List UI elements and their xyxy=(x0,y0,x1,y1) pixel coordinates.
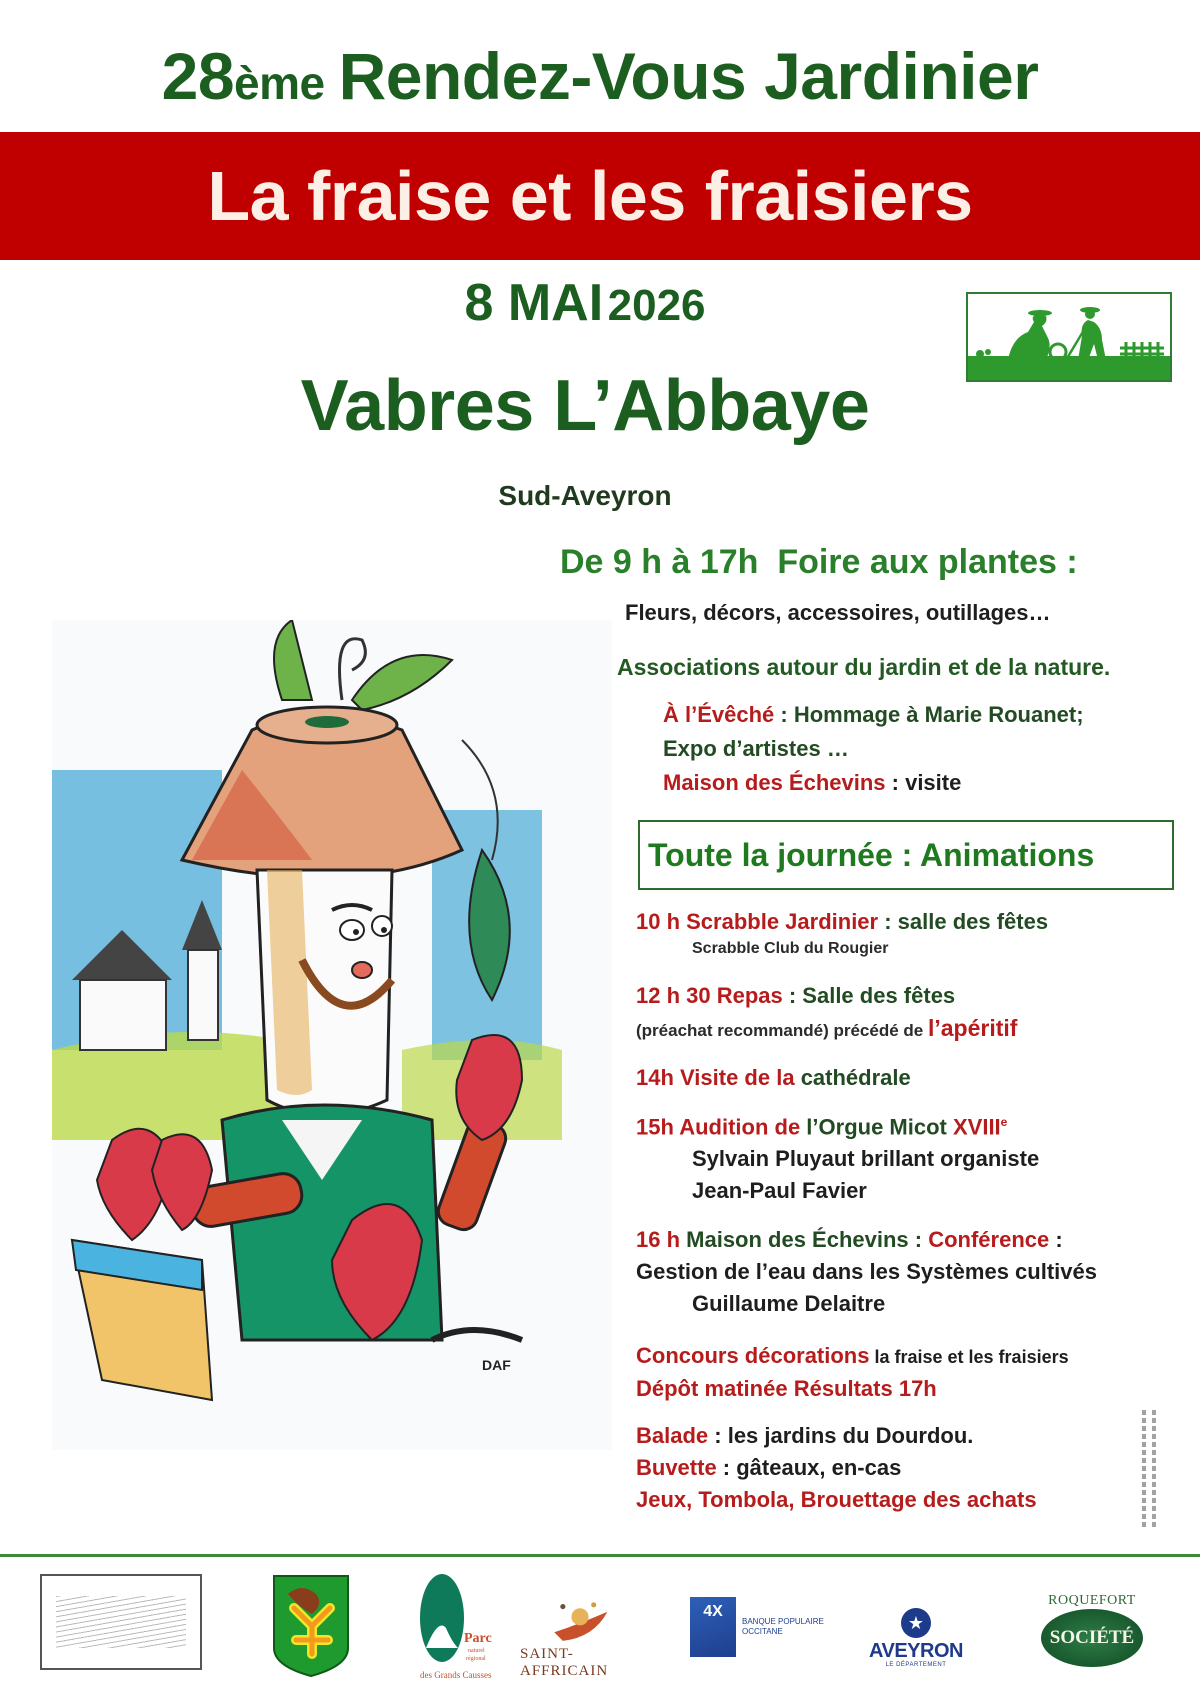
conference-topic: Gestion de l’eau dans les Systèmes cultivés xyxy=(636,1259,1097,1284)
schedule-scrabble xyxy=(636,906,1048,960)
schedule-extras xyxy=(636,1420,1037,1516)
scrabble-time-title: 10 h Scrabble Jardinier xyxy=(636,909,879,934)
schedule-repas xyxy=(636,980,1017,1047)
roquefort-arch-text: ROQUEFORT xyxy=(1048,1593,1136,1608)
associations-line: Associations autour du jardin et de la nature. xyxy=(617,654,1111,680)
svg-text:DAF: DAF xyxy=(482,1357,511,1373)
eveche-line xyxy=(663,698,1084,732)
expo-line: Expo d’artistes … xyxy=(663,736,849,761)
concours-theme: la fraise et les fraisiers xyxy=(869,1347,1069,1367)
fair-heading: De 9 h à 17h Foire aux plantes : xyxy=(560,543,1078,581)
aveyron-subtext: LE DÉPARTEMENT xyxy=(885,1662,947,1668)
vertical-print-note xyxy=(1142,1410,1162,1530)
repas-note: (préachat recommandé) précédé de xyxy=(636,1021,928,1040)
eveche-text: : Hommage à Marie Rouanet; xyxy=(774,702,1084,727)
aperitif-label: l’apéritif xyxy=(927,1015,1018,1041)
saint-affricain-text: SAINT-AFFRICAIN xyxy=(520,1646,609,1679)
saint-affricain-emblem-icon xyxy=(540,1598,620,1646)
date-day-month: 8 MAI xyxy=(464,274,604,332)
event-region: Sud-Aveyron xyxy=(498,480,672,511)
concours-label: Concours décorations xyxy=(636,1343,870,1368)
theme-banner xyxy=(0,132,1200,260)
banque-populaire-badge: 4X xyxy=(690,1597,736,1657)
jeux-line: Jeux, Tombola, Brouettage des achats xyxy=(636,1487,1037,1512)
conference-colon: : xyxy=(1049,1227,1063,1252)
lion-occitan-cross-icon xyxy=(272,1574,350,1678)
balade-label: Balade xyxy=(636,1423,709,1448)
repas-time-title: 12 h 30 Repas xyxy=(636,983,783,1008)
schedule-concours xyxy=(636,1340,1069,1405)
event-name: Rendez-Vous Jardinier xyxy=(338,39,1039,113)
schedule-conference xyxy=(636,1224,1097,1320)
conference-time: 16 h xyxy=(636,1227,687,1252)
svg-text:Parc: Parc xyxy=(464,1631,492,1646)
association-sketch-logo xyxy=(40,1574,202,1670)
performer-2: Jean-Paul Favier xyxy=(692,1178,867,1204)
echevins-place: Maison des Échevins xyxy=(663,770,886,795)
audition-century-sup: e xyxy=(1000,1115,1008,1129)
audition-organ: l’Orgue Micot xyxy=(806,1114,953,1140)
saint-affricain-logo xyxy=(520,1598,640,1680)
echevins-text: : visite xyxy=(885,770,962,795)
theme-title: La fraise et les fraisiers xyxy=(207,157,973,235)
schedule-visite xyxy=(636,1062,911,1094)
banque-populaire-logo xyxy=(686,1594,836,1660)
aveyron-text: AVEYRON xyxy=(869,1640,963,1662)
roquefort-logo xyxy=(1040,1582,1144,1678)
roquefort-oval xyxy=(1041,1609,1143,1667)
audition-century: XVIII xyxy=(952,1114,1001,1140)
audition-time-title: 15h Audition de xyxy=(636,1114,807,1140)
edition-number: 28 xyxy=(161,39,235,113)
fair-items: Fleurs, décors, accessoires, outillages… xyxy=(625,600,1051,625)
crest-logo xyxy=(272,1574,350,1678)
balade-text: : les jardins du Dourdou. xyxy=(708,1423,974,1448)
visite-time-title: 14h Visite de la xyxy=(636,1065,801,1090)
pnr-grands-causses-icon xyxy=(412,1568,508,1684)
echevins-line xyxy=(663,766,1084,800)
animations-box xyxy=(638,820,1174,890)
concours-details: Dépôt matinée Résultats 17h xyxy=(636,1376,937,1401)
pnr-logo xyxy=(412,1568,508,1684)
venues-block xyxy=(663,698,1084,800)
conference-label: Conférence xyxy=(928,1227,1050,1252)
svg-text:régional: régional xyxy=(466,1656,486,1662)
scrabble-place: : salle des fêtes xyxy=(878,909,1049,934)
event-town: Vabres L’Abbaye xyxy=(300,366,870,446)
repas-place: : Salle des fêtes xyxy=(782,983,956,1008)
roquefort-societe-text: SOCIÉTÉ xyxy=(1049,1627,1135,1648)
performer-1: Sylvain Pluyaut brillant organiste xyxy=(692,1146,1040,1172)
event-title xyxy=(0,36,1200,123)
scrabble-club: Scrabble Club du Rougier xyxy=(692,940,889,957)
gardener-illustration xyxy=(52,620,612,1450)
conference-speaker: Guillaume Delaitre xyxy=(692,1291,886,1316)
date-year: 2026 xyxy=(607,281,706,330)
visite-place: cathédrale xyxy=(800,1065,911,1090)
eveche-place: À l’Évêché xyxy=(663,702,775,727)
animations-title: Toute la journée : Animations xyxy=(648,836,1095,873)
svg-text:naturel: naturel xyxy=(468,1648,485,1654)
conference-place: Maison des Échevins : xyxy=(686,1227,929,1252)
buvette-text: : gâteaux, en-cas xyxy=(716,1455,902,1480)
aveyron-logo xyxy=(864,1598,968,1678)
village-sketch-icon xyxy=(56,1596,186,1648)
banque-populaire-text: BANQUE POPULAIRE OCCITANE xyxy=(742,1617,824,1636)
svg-text:des Grands Causses: des Grands Causses xyxy=(420,1670,492,1680)
footer-divider xyxy=(0,1554,1200,1557)
star-icon: ★ xyxy=(901,1608,931,1638)
buvette-label: Buvette xyxy=(636,1455,717,1480)
strawberry-gardener-icon xyxy=(52,620,612,1450)
schedule-audition xyxy=(636,1106,1039,1207)
edition-suffix: ème xyxy=(234,57,325,109)
